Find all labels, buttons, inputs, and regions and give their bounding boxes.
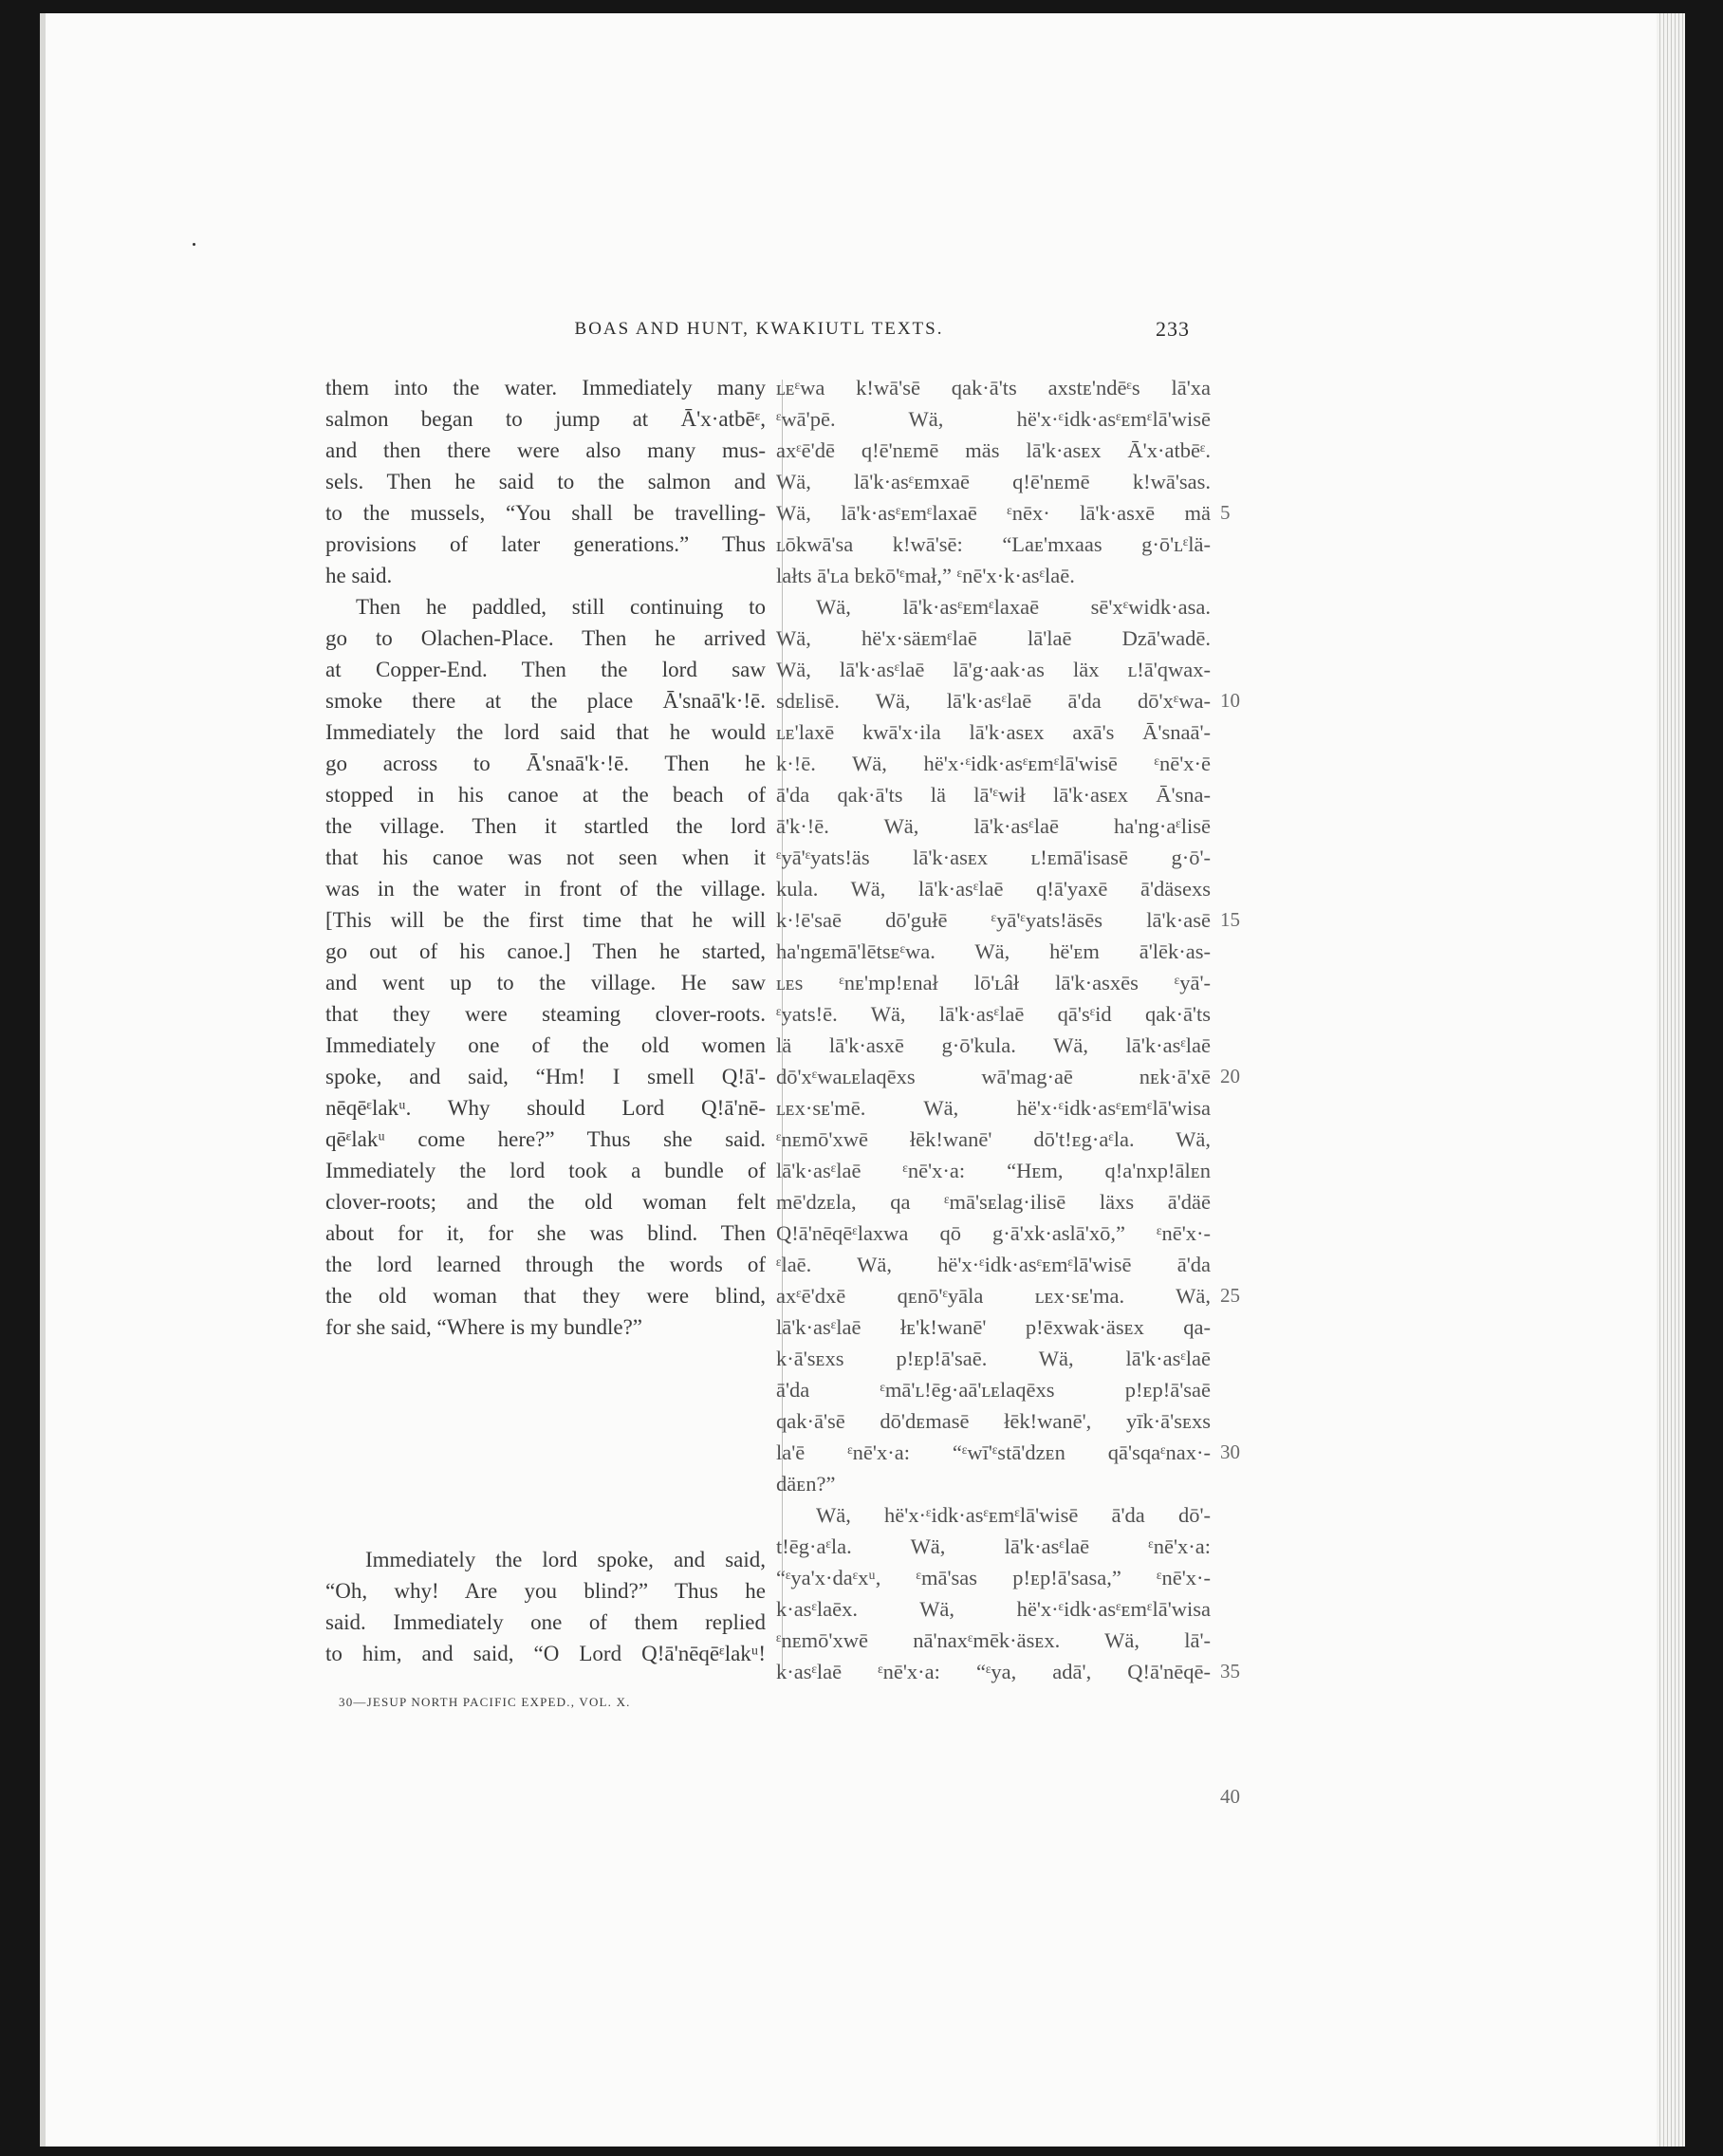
english-line: [This will be the first time that he will [325,908,766,932]
kwakiutl-line: ʟᴇx·sᴇ'mē. Wä, hë'x·ᵋidk·asᵋᴇmᵋlā'wisa [776,1096,1211,1120]
english-line: go out of his canoe.] Then he started, [325,939,766,963]
kwakiutl-line: Wä, lā'k·asᵋᴇmxaē q!ē'nᴇmē k!wā'sas. [776,470,1211,493]
english-line: was in the water in front of the village. [325,877,766,901]
kwakiutl-line: lā'k·asᵋlaē łᴇ'k!wanē' p!ēxwak·äsᴇx qa- [776,1315,1211,1339]
english-line: clover-roots; and the old woman felt [325,1190,766,1214]
kwakiutl-paragraph-1 [776,372,1211,591]
english-line: the lord learned through the words of [325,1253,766,1276]
kwakiutl-line: kula. Wä, lā'k·asᵋlaē q!ā'yaxē ā'däsexs [776,877,1211,901]
kwakiutl-line: Wä, hë'x·ᵋidk·asᵋᴇmᵋlā'wisē ā'da dō'- [816,1503,1211,1527]
kwakiutl-line: ʟᴇᵋwa k!wā'sē qak·ā'ts axstᴇ'ndēᵋs lā'xa [776,376,1211,400]
kwakiutl-line: Wä, lā'k·asᵋlaē lā'g·aak·as läx ʟ!ā'qwax- [776,658,1211,681]
english-line: smoke there at the place Ā'snaā'k·!ē. [325,689,766,713]
kwakiutl-line: ā'k·!ē. Wä, lā'k·asᵋlaē ha'ng·aᵋlisē [776,814,1211,838]
kwakiutl-line: k·!ē. Wä, hë'x·ᵋidk·asᵋᴇmᵋlā'wisē ᵋnē'x·ē [776,752,1211,775]
english-line: salmon began to jump at Ā'x·atbēᵋ, [325,407,766,431]
kwakiutl-paragraph-3 [776,1499,1211,1687]
english-line: about for it, for she was blind. Then [325,1221,766,1245]
kwakiutl-line: k·ā'sᴇxs p!ᴇp!ā'saē. Wä, lā'k·asᵋlaē [776,1347,1211,1370]
running-title: BOAS AND HUNT, KWAKIUTL TEXTS. [574,319,944,339]
kwakiutl-line: ā'da ᵋmā'ʟ!ēg·aā'ʟᴇlaqēxs p!ᴇp!ā'saē [776,1378,1211,1402]
english-column [325,372,766,1343]
kwakiutl-line: ha'ngᴇmā'lētsᴇᵋwa. Wä, hë'ᴇm ā'lēk·as- [776,939,1211,963]
kwakiutl-line: la'ē ᵋnē'x·a: “ᵋwī'ᵋstā'dzᴇn qā'sqaᵋnax·- [776,1440,1211,1464]
kwakiutl-line: dō'xᵋwaʟᴇlaqēxs wā'mag·aē nᴇk·ā'xē [776,1065,1211,1088]
english-line: Immediately the lord said that he would [325,720,766,744]
english-paragraph-2 [325,591,766,1343]
english-line: them into the water. Immediately many [325,376,766,400]
english-line: the village. Then it startled the lord [325,814,766,838]
kwakiutl-line: ᵋyats!ē. Wä, lā'k·asᵋlaē qā'sᵋid qak·ā'ts [776,1002,1211,1026]
kwakiutl-line: mē'dzᴇla, qa ᵋmā'sᴇlag·ilisē läxs ā'däē [776,1190,1211,1214]
english-line: stopped in his canoe at the beach of [325,783,766,807]
kwakiutl-line: Wä, lā'k·asᵋᴇmᵋlaxaē sē'xᵋwidk·asa. [816,595,1211,619]
english-line: sels. Then he said to the salmon and [325,470,766,493]
kwakiutl-line: ʟōkwā'sa k!wā'sē: “Laᴇ'mxaas g·ō'ʟᵋlä- [776,532,1211,556]
english-line: qēᵋlakᵘ come here?” Thus she said. [325,1127,766,1151]
english-line: Immediately the lord spoke, and said, [365,1548,766,1571]
kwakiutl-line: qak·ā'sē dō'dᴇmasē łēk!wanē', yīk·ā'sᴇxs [776,1409,1211,1433]
english-line: and went up to the village. He saw [325,971,766,994]
kwakiutl-paragraph-2 [776,591,1211,1499]
english-line: provisions of later generations.” Thus [325,532,766,556]
kwakiutl-line: ᵋlaē. Wä, hë'x·ᵋidk·asᵋᴇmᵋlā'wisē ā'da [776,1253,1211,1276]
kwakiutl-line: axᵋē'dxē qᴇnō'ᵋyāla ʟᴇx·sᴇ'ma. Wä, [776,1284,1211,1308]
english-line: Immediately the lord took a bundle of [325,1159,766,1182]
line-number: 5 [1220,501,1231,524]
english-line: to him, and said, “O Lord Q!ā'nēqēᵋlakᵘ! [325,1642,766,1665]
line-number: 10 [1220,689,1240,712]
english-line: to the mussels, “You shall be travelling- [325,501,766,525]
english-line: that they were steaming clover-roots. [325,1002,766,1026]
english-line: at Copper-End. Then the lord saw [325,658,766,681]
english-line: go to Olachen-Place. Then he arrived [325,626,766,650]
kwakiutl-line: lä lā'k·asxē g·ō'kula. Wä, lā'k·asᵋlaē [776,1033,1211,1057]
kwakiutl-line: k·asᵋlaēx. Wä, hë'x·ᵋidk·asᵋᴇmᵋlā'wisa [776,1597,1211,1621]
line-number: 35 [1220,1660,1240,1682]
english-line: Immediately one of the old women [325,1033,766,1057]
kwakiutl-line: ā'da qak·ā'ts lä lā'ᵋwił lā'k·asᴇx Ā'sna- [776,783,1211,807]
english-line: go across to Ā'snaā'k·!ē. Then he [325,752,766,775]
line-number-column [1220,372,1258,1812]
kwakiutl-line: Wä, hë'x·säᴇmᵋlaē lā'laē Dzā'wadē. [776,626,1211,650]
line-number: 15 [1220,908,1240,931]
english-line: nēqēᵋlakᵘ. Why should Lord Q!ā'nē- [325,1096,766,1120]
english-paragraph-1 [325,372,766,591]
line-number: 40 [1220,1785,1240,1808]
english-paragraph-3 [325,1544,766,1669]
english-line: and then there were also many mus- [325,438,766,462]
speck-mark [193,243,195,246]
english-line: said. Immediately one of them replied [325,1610,766,1634]
kwakiutl-line: däᴇn?” [776,1472,836,1496]
english-line: “Oh, why! Are you blind?” Thus he [325,1579,766,1603]
kwakiutl-line: lałts ā'ʟa bᴇkō'ᵋmał,” ᵋnē'x·k·asᵋlaē. [776,564,1075,587]
english-line: that his canoe was not seen when it [325,846,766,869]
kwakiutl-line: ʟᴇs ᵋnᴇ'mp!ᴇnał lō'ʟâł lā'k·asxēs ᵋyā'- [776,971,1211,994]
kwakiutl-line: ᵋnᴇmō'xwē łēk!wanē' dō't!ᴇg·aᵋla. Wä, [776,1127,1211,1151]
english-line: he said. [325,564,393,587]
kwakiutl-line: Q!ā'nēqēᵋlaxwa qō g·ā'xk·aslā'xō,” ᵋnē'x·- [776,1221,1211,1245]
english-line: Then he paddled, still continuing to [356,595,766,619]
english-line: spoke, and said, “Hm! I smell Q!ā'- [325,1065,766,1088]
kwakiutl-line: axᵋē'dē q!ē'nᴇmē mäs lā'k·asᴇx Ā'x·atbēᵋ. [776,438,1211,462]
kwakiutl-line: t!ēg·aᵋla. Wä, lā'k·asᵋlaē ᵋnē'x·a: [776,1534,1211,1558]
line-number: 20 [1220,1065,1240,1087]
kwakiutl-line: lā'k·asᵋlaē ᵋnē'x·a: “Hᴇm, q!a'nxp!ālᴇn [776,1159,1211,1182]
page-number: 233 [1156,317,1190,341]
english-line: for she said, “Where is my bundle?” [325,1315,643,1339]
line-number: 30 [1220,1440,1240,1463]
kwakiutl-line: ᵋyā'ᵋyats!äs lā'k·asᴇx ʟ!ᴇmā'isasē g·ō'- [776,846,1211,869]
kwakiutl-line: sdᴇlisē. Wä, lā'k·asᵋlaē ā'da dō'xᵋwa- [776,689,1211,713]
kwakiutl-line: Wä, lā'k·asᵋᴇmᵋlaxaē ᵋnēx· lā'k·asxē mä [776,501,1211,525]
page-edge-stack [1657,13,1685,2147]
page-footer: 30—JESUP NORTH PACIFIC EXPED., VOL. X. [339,1695,631,1709]
line-number: 25 [1220,1284,1240,1307]
kwakiutl-line: ʟᴇ'laxē kwā'x·ila lā'k·asᴇx axā's Ā'snaā'- [776,720,1211,744]
kwakiutl-line: ᵋwā'pē. Wä, hë'x·ᵋidk·asᵋᴇmᵋlā'wisē [776,407,1211,431]
kwakiutl-line: k·asᵋlaē ᵋnē'x·a: “ᵋya, adā', Q!ā'nēqē- [776,1660,1211,1683]
kwakiutl-line: ᵋnᴇmō'xwē nā'naxᵋmēk·äsᴇx. Wä, lā'- [776,1628,1211,1652]
english-line: the old woman that they were blind, [325,1284,766,1308]
kwakiutl-column [776,372,1211,1687]
kwakiutl-line: k·!ē'saē dō'gułē ᵋyā'ᵋyats!äsēs lā'k·asē [776,908,1211,932]
kwakiutl-line: “ᵋya'x·daᵋxᵘ, ᵋmā'sas p!ᴇp!ā'sasa,” ᵋnē'x·- [776,1566,1211,1589]
